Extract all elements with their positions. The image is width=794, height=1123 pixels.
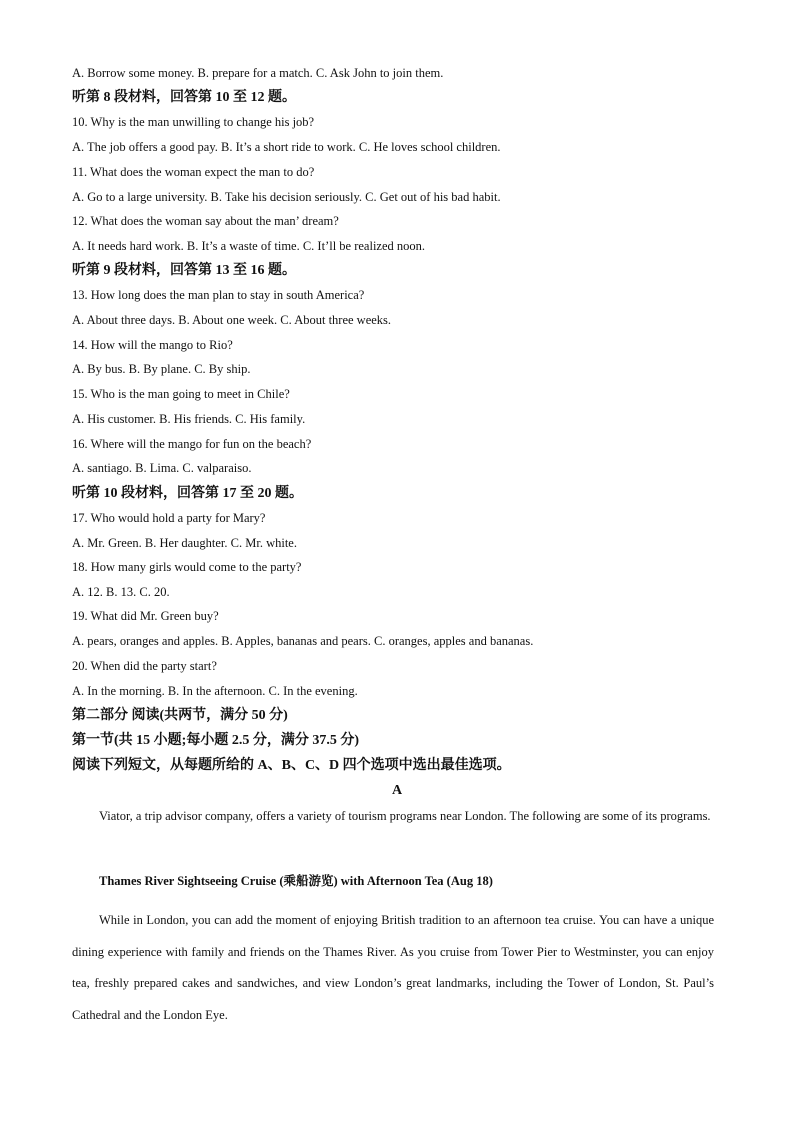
q12-options: A. It needs hard work. B. It’s a waste of time. C. It’ll be realized noon. [72,239,426,253]
q15-question: 15. Who is the man going to meet in Chile? [72,387,290,401]
q18-options: A. 12. B. 13. C. 20. [72,585,170,599]
reading-section-header: 第一节(共 15 小题;每小题 2.5 分，满分 37.5 分) [72,733,359,748]
q17-options: A. Mr. Green. B. Her daughter. C. Mr. white. [72,536,297,550]
section10-header: 听第 10 段材料，回答第 17 至 20 题。 [72,486,303,501]
passage-intro: Viator, a trip advisor company, offers a variety of tourism programs near London. The following are some of its programs. [99,809,711,823]
reading-instruction: 阅读下列短文，从每题所给的 A、B、C、D 四个选项中选出最佳选项。 [72,758,511,773]
q10-question: 10. Why is the man unwilling to change his job? [72,115,315,129]
q11-options: A. Go to a large university. B. Take his decision seriously. C. Get out of his bad habit. [72,190,501,204]
q20-question: 20. When did the party start? [72,659,217,673]
passage-label: A [391,783,403,798]
q13-question: 13. How long does the man plan to stay in south America? [72,288,365,302]
q20-options: A. In the morning. B. In the afternoon. C. In the evening. [72,684,358,698]
program1-title: Thames River Sightseeing Cruise (乘船游览) with Afternoon Tea (Aug 18) [99,874,493,888]
q14-options: A. By bus. B. By plane. C. By ship. [72,362,251,376]
q9-options: A. Borrow some money. B. prepare for a match. C. Ask John to join them. [72,66,444,80]
q19-options: A. pears, oranges and apples. B. Apples, bananas and pears. C. oranges, apples and bananas. [72,634,534,648]
q14-question: 14. How will the mango to Rio? [72,338,233,352]
q11-question: 11. What does the woman expect the man to do? [72,165,315,179]
q15-options: A. His customer. B. His friends. C. His family. [72,412,306,426]
q12-question: 12. What does the woman say about the man’ dream? [72,214,339,228]
q18-question: 18. How many girls would come to the party? [72,560,302,574]
program1-body: While in London, you can add the moment of enjoying British tradition to an afternoon tea cruise. You can have a unique dining experience with family and friends on the Thames River. As you cruise from Tower Pier to Westminster, you can enjoy tea, freshly prepared cakes and sandwiches, and view London’s great landmarks, including the Tower of London, St. Paul’s Cathedral and the London Eye. [72,913,714,1022]
q10-options: A. The job offers a good pay. B. It’s a short ride to work. C. He loves school children. [72,140,501,154]
q17-question: 17. Who would hold a party for Mary? [72,511,266,525]
reading-part-header: 第二部分 阅读(共两节，满分 50 分) [72,708,288,723]
q16-question: 16. Where will the mango for fun on the beach? [72,437,312,451]
section9-header: 听第 9 段材料，回答第 13 至 16 题。 [72,263,296,278]
section8-header: 听第 8 段材料，回答第 10 至 12 题。 [72,90,296,105]
q16-options: A. santiago. B. Lima. C. valparaiso. [72,461,252,475]
q13-options: A. About three days. B. About one week. C. About three weeks. [72,313,392,327]
q19-question: 19. What did Mr. Green buy? [72,609,219,623]
